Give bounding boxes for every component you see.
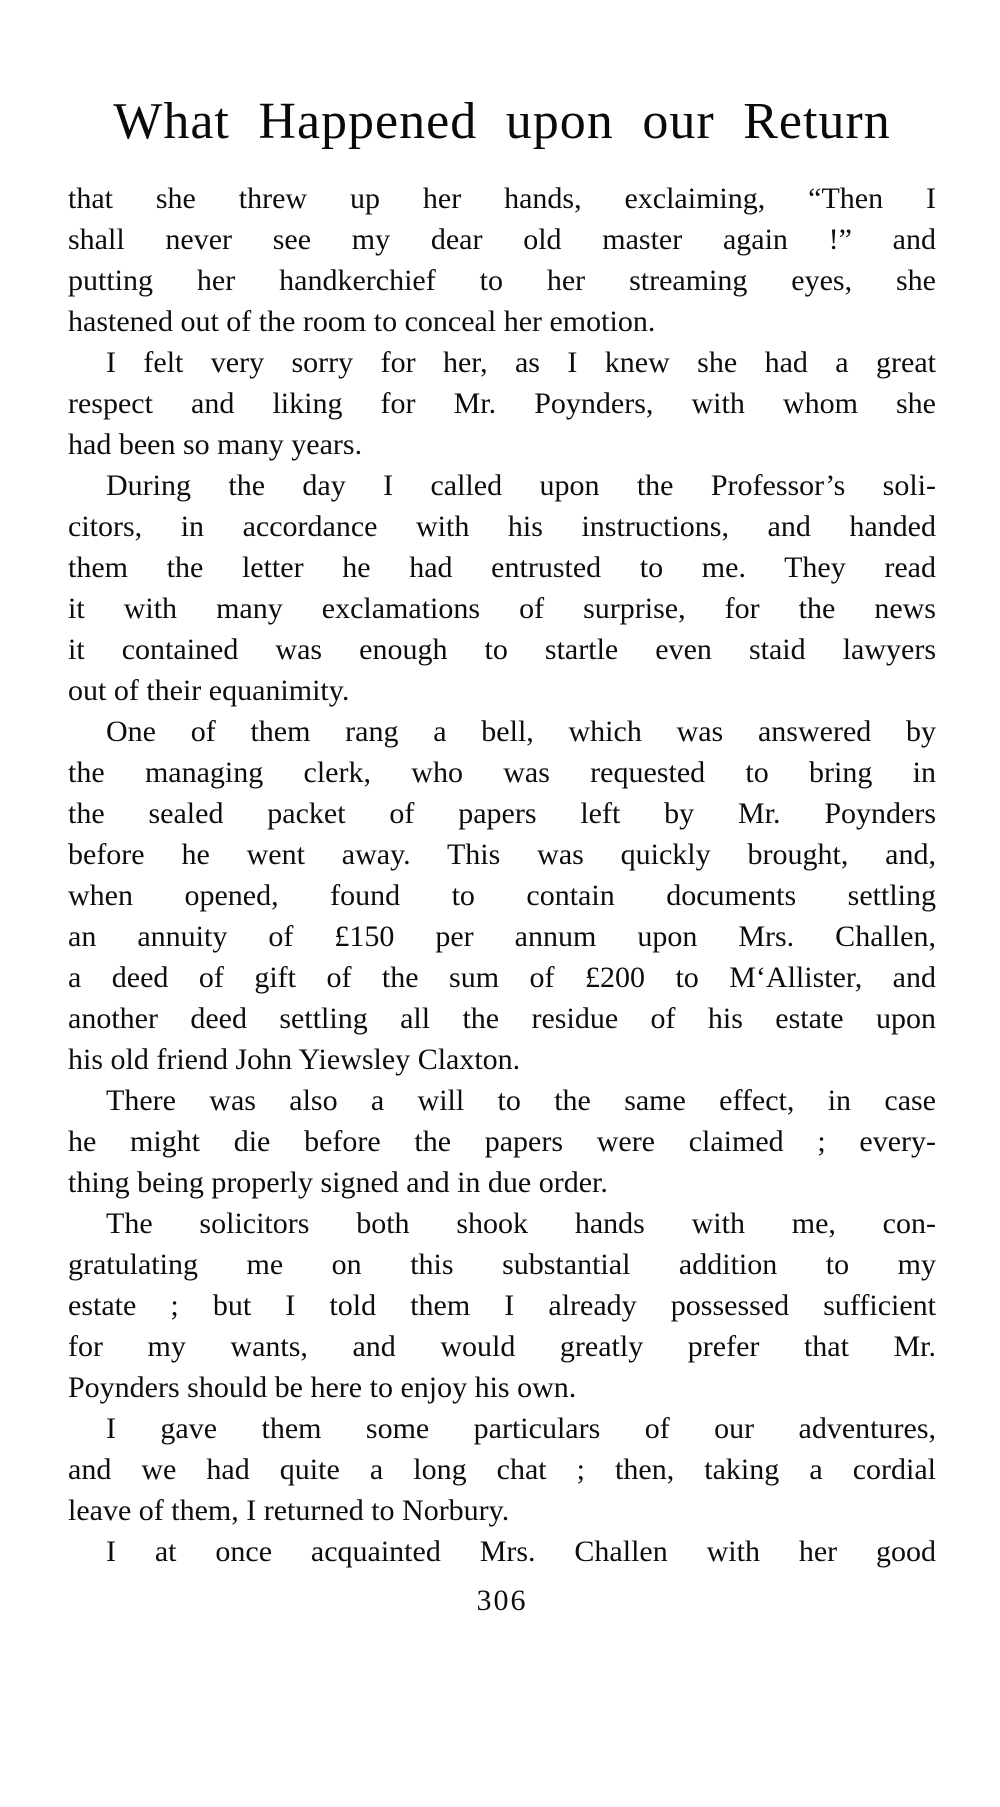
text-line: the managing clerk, who was requested to bring in: [68, 756, 936, 789]
text-line: I felt very sorry for her, as I knew she had a great: [106, 346, 936, 379]
text-line: I gave them some particulars of our adventures,: [106, 1412, 936, 1445]
text-line: out of their equanimity.: [68, 674, 350, 707]
body-text: [68, 178, 936, 1572]
paragraph: [68, 465, 936, 711]
text-line: the sealed packet of papers left by Mr. Poynders: [68, 797, 936, 830]
text-line: his old friend John Yiewsley Claxton.: [68, 1043, 521, 1076]
page-title: What Happened upon our Return: [113, 93, 891, 150]
paragraph: [68, 1531, 936, 1572]
paragraph: [68, 711, 936, 1080]
text-line: putting her handkerchief to her streaming eyes, she: [68, 264, 936, 297]
paragraph: [68, 342, 936, 465]
paragraph: [68, 1080, 936, 1203]
text-line: citors, in accordance with his instructions, and handed: [68, 510, 936, 543]
text-line: thing being properly signed and in due order.: [68, 1166, 608, 1199]
text-line: for my wants, and would greatly prefer that Mr.: [68, 1330, 936, 1363]
book-page: [0, 92, 1000, 1807]
text-line: shall never see my dear old master again !” and: [68, 223, 936, 256]
text-line: The solicitors both shook hands with me, con-: [106, 1207, 936, 1240]
text-line: hastened out of the room to conceal her emotion.: [68, 305, 656, 338]
text-line: estate ; but I told them I already possessed sufficient: [68, 1289, 936, 1322]
paragraph: [68, 1408, 936, 1531]
text-line: During the day I called upon the Professor’s soli-: [106, 469, 936, 502]
text-line: a deed of gift of the sum of £200 to M‘Allister, and: [68, 961, 936, 994]
text-line: leave of them, I returned to Norbury.: [68, 1494, 510, 1527]
text-line: before he went away. This was quickly brought, and,: [68, 838, 936, 871]
text-line: them the letter he had entrusted to me. They read: [68, 551, 936, 584]
text-line: One of them rang a bell, which was answered by: [106, 715, 936, 748]
text-line: gratulating me on this substantial addition to my: [68, 1248, 936, 1281]
text-line: it with many exclamations of surprise, for the news: [68, 592, 936, 625]
text-line: and we had quite a long chat ; then, taking a cordial: [68, 1453, 936, 1486]
text-line: that she threw up her hands, exclaiming, “Then I: [68, 182, 936, 215]
page-number: 306: [476, 1584, 528, 1617]
text-line: had been so many years.: [68, 428, 363, 461]
text-line: There was also a will to the same effect, in case: [106, 1084, 936, 1117]
paragraph: [68, 1203, 936, 1408]
text-line: he might die before the papers were claimed ; every-: [68, 1125, 936, 1158]
text-line: an annuity of £150 per annum upon Mrs. Challen,: [68, 920, 936, 953]
text-line: I at once acquainted Mrs. Challen with her good: [106, 1535, 936, 1568]
paragraph: [68, 178, 936, 342]
text-line: it contained was enough to startle even staid lawyers: [68, 633, 936, 666]
text-line: respect and liking for Mr. Poynders, with whom she: [68, 387, 936, 420]
text-line: Poynders should be here to enjoy his own.: [68, 1371, 577, 1404]
text-line: when opened, found to contain documents settling: [68, 879, 936, 912]
text-line: another deed settling all the residue of his estate upon: [68, 1002, 936, 1035]
